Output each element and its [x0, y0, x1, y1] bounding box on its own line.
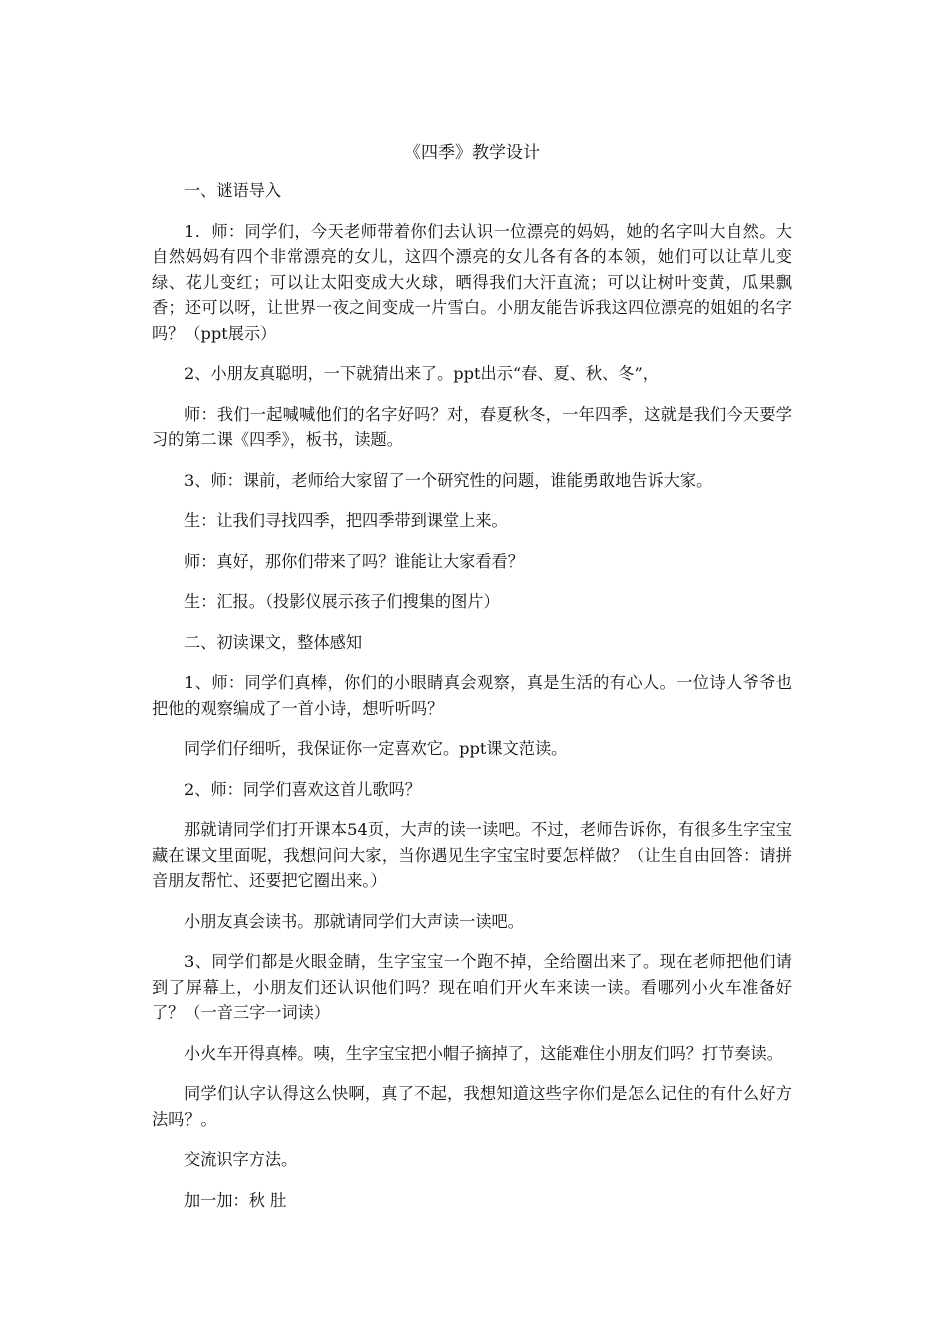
paragraph-9: 1、师：同学们真棒，你们的小眼睛真会观察，真是生活的有心人。一位诗人爷爷也把他的观察编成了一首小诗，想听听吗？: [152, 673, 792, 718]
paragraph-14: 3、同学们都是火眼金睛，生字宝宝一个跑不掉，全给圈出来了。现在老师把他们请到了屏幕上，小朋友们还认识他们吗？现在咱们开火车来读一读。看哪列小火车准备好了？（一音三字一词读）: [152, 952, 792, 1022]
paragraph-15: 小火车开得真棒。咦，生字宝宝把小帽子摘掉了，这能难住小朋友们吗？打节奏读。: [184, 1043, 783, 1063]
paragraph-3: 师：我们一起喊喊他们的名字好吗？对，春夏秋冬，一年四季，这就是我们今天要学习的第二课《四季》，板书，读题。: [152, 404, 792, 449]
paragraph-5: 生：让我们寻找四季，把四季带到课堂上来。: [184, 511, 508, 530]
document-title: 《四季》教学设计: [404, 143, 540, 163]
section-heading-riddle-intro: 一、谜语导入: [184, 181, 282, 200]
paragraph-6: 师：真好，那你们带来了吗？谁能让大家看看？: [184, 551, 524, 571]
paragraph-13: 小朋友真会读书。那就请同学们大声读一读吧。: [184, 911, 524, 931]
paragraph-12: 那就请同学们打开课本54页，大声的读一读吧。不过，老师告诉你，有很多生字宝宝藏在课文里面呢，我想问问大家，当你遇见生字宝宝时要怎样做？（让生自由回答：请拼音朋友帮忙、还要把它圈出来。）: [152, 820, 792, 890]
paragraph-7: 生：汇报。（投影仪展示孩子们搜集的图片）: [184, 592, 500, 611]
paragraph-17: 交流识字方法。: [184, 1150, 298, 1169]
paragraph-4: 3、师：课前，老师给大家留了一个研究性的问题，谁能勇敢地告诉大家。: [184, 470, 713, 490]
document-body: [152, 140, 792, 1228]
paragraph-16: 同学们认字认得这么快啊，真了不起，我想知道这些字你们是怎么记住的有什么好方法吗？。: [152, 1084, 792, 1129]
paragraph-2: 2、小朋友真聪明，一下就猜出来了。ppt出示“春、夏、秋、冬”，: [184, 364, 659, 383]
paragraph-1: 1．师：同学们，今天老师带着你们去认识一位漂亮的妈妈，她的名字叫大自然。大自然妈妈有四个非常漂亮的女儿，这四个漂亮的女儿各有各的本领，她们可以让草儿变绿、花儿变红；可以让太阳变成大火球，晒得我们大汗直流；可以让树叶变黄，瓜果飘香；还可以呀，让世界一夜之间变成一片雪白。小朋友能告诉我这四位漂亮的姐姐的名字吗？（ppt展示）: [152, 221, 792, 343]
paragraph-11: 2、师：同学们喜欢这首儿歌吗？: [184, 779, 421, 799]
paragraph-10: 同学们仔细听，我保证你一定喜欢它。ppt课文范读。: [184, 739, 568, 758]
paragraph-18: 加一加：秋 肚: [184, 1190, 287, 1210]
section-heading-first-reading: 二、初读课文，整体感知: [184, 632, 363, 652]
